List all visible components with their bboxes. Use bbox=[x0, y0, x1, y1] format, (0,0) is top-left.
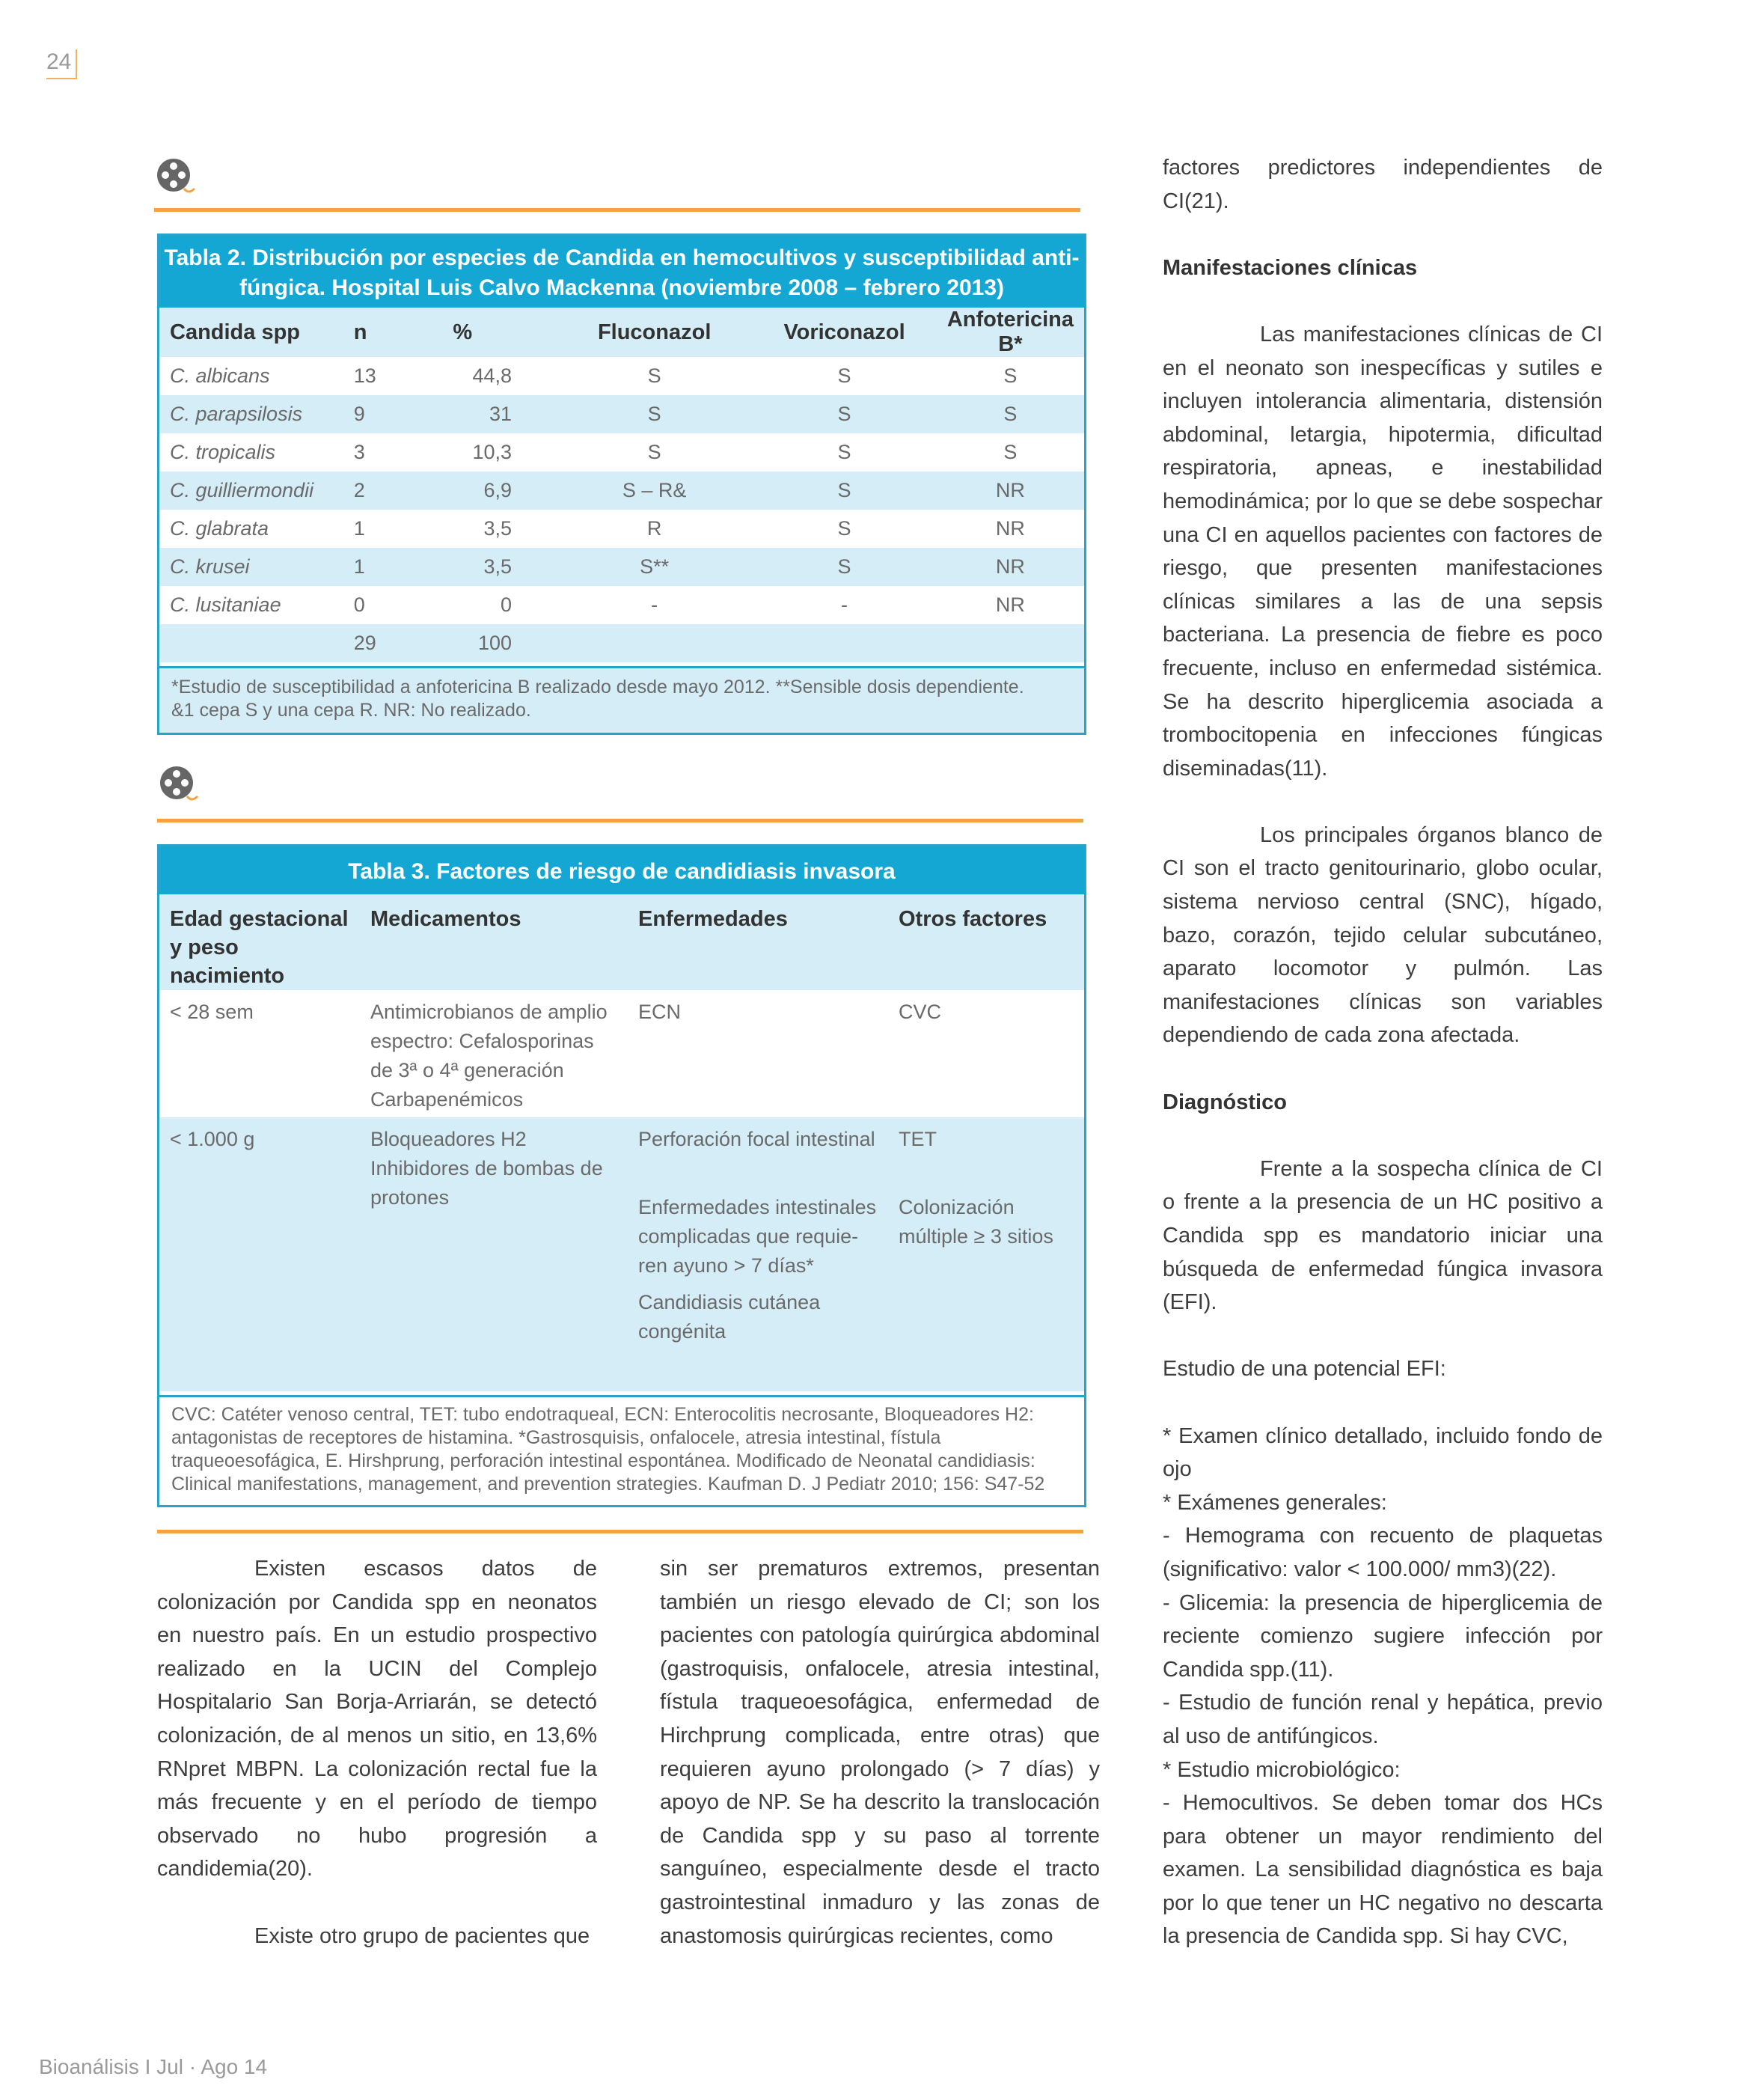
table-cell: 2 bbox=[353, 479, 365, 501]
section-rule bbox=[154, 208, 1080, 212]
page-number: 24 bbox=[46, 49, 77, 79]
table-cell: S bbox=[1003, 441, 1018, 463]
table-cell: NR bbox=[995, 593, 1025, 616]
table-cell: NR bbox=[995, 517, 1025, 540]
list-item: * Estudio microbiológico: bbox=[1163, 1757, 1401, 1782]
col-header: Anfotericina B* bbox=[946, 308, 1074, 356]
table-cell: 44,8 bbox=[472, 364, 513, 387]
list-item: - Glicemia: la presencia de hiperglicemia de reciente comienzo sugiere infección por Candida spp.(11). bbox=[1163, 1590, 1603, 1682]
list-item: - Hemograma con recuento de plaquetas (significativo: valor < 100.000/ mm3)(22). bbox=[1163, 1524, 1603, 1581]
section-heading: Diagnóstico bbox=[1163, 1090, 1287, 1114]
table-cell: ECN bbox=[638, 1001, 682, 1023]
col-header: Fluconazol bbox=[597, 320, 712, 344]
table-cell bbox=[752, 624, 937, 662]
table-cell: C. albicans bbox=[170, 364, 270, 387]
table-row bbox=[159, 548, 1084, 586]
table-cell: NR bbox=[995, 555, 1025, 578]
list-item: - Estudio de función renal y hepática, previo al uso de antifúngicos. bbox=[1163, 1691, 1603, 1748]
table-row bbox=[159, 990, 1084, 1117]
paragraph: Los principales órganos blanco de CI son el tracto genitourinario, globo ocular, sistema nervioso central (SNC), hígado, bazo, corazón, tejido celular subcutáneo, aparato locomotor y pulmón. Las manifestaciones clínicas son variables dependiendo de cada zona afectada. bbox=[1163, 822, 1603, 1048]
table-cell: C. lusitaniae bbox=[170, 593, 281, 616]
table-cell: 9 bbox=[353, 403, 365, 425]
table-cell: - bbox=[651, 593, 658, 616]
text-column-1 bbox=[157, 1552, 597, 1953]
col-header: % bbox=[453, 320, 473, 344]
table-cell: 1 bbox=[353, 555, 365, 578]
col-header: Candida spp bbox=[170, 320, 301, 344]
table-cell: 0 bbox=[501, 593, 513, 616]
table-cell: 6,9 bbox=[483, 479, 513, 501]
table-cell: S bbox=[837, 403, 851, 425]
table-row bbox=[159, 510, 1084, 548]
table-cell: C. glabrata bbox=[170, 517, 269, 540]
table-row bbox=[159, 586, 1084, 624]
table-cell: - bbox=[841, 593, 848, 616]
table-cell bbox=[159, 624, 343, 662]
text-column-3 bbox=[1163, 151, 1603, 1953]
film-reel-icon bbox=[154, 156, 196, 198]
table-2 bbox=[157, 233, 1086, 735]
table-2-grid bbox=[159, 308, 1084, 662]
table-row bbox=[159, 433, 1084, 471]
table-cell: C. guilliermondii bbox=[170, 479, 314, 501]
paragraph: Existen escasos datos de colonización por Candida spp en neonatos en nuestro país. En un estudio prospectivo realizado en la UCIN del Complejo Hospitalario San Borja-Arriarán, se detectó colonización, de al menos un sitio, en 13,6% RNpret MBPN. La colonización rectal fue la más frecuente y en el período de tiempo observado no hubo progresión a candidemia(20). bbox=[157, 1557, 597, 1881]
table-cell: C. parapsilosis bbox=[170, 403, 303, 425]
cell-text: Enfermedades intestinales complicadas que requie- ren ayuno > 7 días* bbox=[638, 1196, 877, 1277]
table-cell: 3 bbox=[353, 441, 365, 463]
paragraph: factores predictores independientes de CI(21). bbox=[1163, 156, 1603, 213]
cell-text: Candidiasis cutánea congénita bbox=[638, 1291, 821, 1343]
table-cell: 100 bbox=[477, 632, 513, 654]
table-cell: R bbox=[646, 517, 662, 540]
table-3 bbox=[157, 844, 1086, 1507]
list-item: - Hemocultivos. Se deben tomar dos HCs para obtener un mayor rendimiento del examen. La sensibilidad diagnóstica es baja por lo que tener un HC negativo no descarta la presencia de Candida spp. Si hay CVC, bbox=[1163, 1791, 1603, 1949]
table-cell: < 28 sem bbox=[170, 1001, 254, 1023]
col-header: n bbox=[353, 320, 367, 344]
section-rule bbox=[157, 1530, 1083, 1533]
table-cell: 10,3 bbox=[472, 441, 513, 463]
paragraph: sin ser prematuros extremos, presentan también un riesgo elevado de CI; son los pacientes con patología quirúrgica abdominal (gastroquisis, onfalocele, atresia intestinal, fístula traqueoesofágica, enfermedad de Hirchprung complicada, entre otras) que requieren ayuno prolongado (> 7 días) y apoyo de NP. Se ha descrito la translocación de Candida spp y su paso al torrente sanguíneo, especialmente desde el tracto gastrointestinal inmaduro y las zonas de anastomosis quirúrgicas recientes, como bbox=[660, 1557, 1100, 1948]
section-heading: Manifestaciones clínicas bbox=[1163, 255, 1418, 280]
table-cell: Antimicrobianos de amplio espectro: Cefalosporinas de 3ª o 4ª generación Carbapenémicos bbox=[370, 1001, 608, 1111]
table-cell: Bloqueadores H2 Inhibidores de bombas de protones bbox=[370, 1128, 603, 1209]
table-cell: S bbox=[1003, 403, 1018, 425]
table-cell bbox=[937, 624, 1084, 662]
col-header: Otros factores bbox=[899, 907, 1047, 931]
cell-text: Colonización múltiple ≥ 3 sitios bbox=[899, 1196, 1053, 1248]
table-header-row bbox=[159, 308, 1084, 357]
table-cell: S bbox=[837, 479, 851, 501]
table-cell: C. krusei bbox=[170, 555, 250, 578]
table-header-row bbox=[159, 894, 1084, 990]
table-row bbox=[159, 357, 1084, 395]
table-cell: S bbox=[647, 364, 661, 387]
page-footer: Bioanálisis I Jul · Ago 14 bbox=[39, 2055, 268, 2078]
table-row bbox=[159, 1117, 1084, 1391]
section-rule bbox=[157, 819, 1083, 822]
table-cell: S bbox=[837, 364, 851, 387]
table-cell: S bbox=[837, 441, 851, 463]
table-2-footnote: *Estudio de susceptibilidad a anfotericina B realizado desde mayo 2012. **Sensible dosis dependiente. &1 cepa S y una cepa R. NR: No realizado. bbox=[159, 666, 1084, 733]
col-header: Medicamentos bbox=[370, 907, 521, 931]
table-cell: S bbox=[647, 441, 661, 463]
table-cell: S – R& bbox=[622, 479, 687, 501]
table-cell: C. tropicalis bbox=[170, 441, 276, 463]
cell-text: TET bbox=[899, 1128, 937, 1150]
table-cell: S** bbox=[640, 555, 670, 578]
table-cell: 3,5 bbox=[483, 517, 513, 540]
paragraph: Las manifestaciones clínicas de CI en el neonato son inespecíficas y sutiles e incluyen intolerancia alimentaria, distensión abdominal, letargia, hipotermia, dificultad respiratoria, apneas, e inestabilidad hemodinámica; por lo que se debe sospechar una CI en aquellos pacientes con factores de riesgo, que presenten manifestaciones clínicas similares a las de una sepsis bacteriana. La presencia de fiebre es poco frecuente, incluso en enfermedad sistémica. Se ha descrito hiperglicemia asociada a trombocitopenia en infecciones fúngicas diseminadas(11). bbox=[1163, 322, 1603, 781]
table-cell bbox=[557, 624, 752, 662]
col-header: Edad gestacional y peso nacimiento bbox=[170, 907, 349, 988]
paragraph: Estudio de una potencial EFI: bbox=[1163, 1357, 1446, 1382]
table-cell: < 1.000 g bbox=[170, 1128, 255, 1150]
table-cell: S bbox=[1003, 364, 1018, 387]
col-header: Enfermedades bbox=[638, 907, 788, 931]
table-row bbox=[159, 471, 1084, 510]
table-cell bbox=[888, 1117, 1084, 1391]
table-3-caption: Tabla 3. Factores de riesgo de candidiasis invasora bbox=[159, 846, 1084, 894]
film-reel-icon bbox=[157, 763, 199, 805]
col-header: Voriconazol bbox=[783, 320, 905, 344]
table-cell: 1 bbox=[353, 517, 365, 540]
list-item: * Examen clínico detallado, incluido fondo de ojo bbox=[1163, 1423, 1603, 1482]
table-3-footnote: CVC: Catéter venoso central, TET: tubo endotraqueal, ECN: Enterocolitis necrosante, Bloqueadores H2: antagonistas de receptores de histamina. *Gastrosquisis, onfalocele, atresia intestinal, fístula traqueoesofágica, E. Hirshprung, perforación intestinal espontánea. Modificado de Neonatal candidiasis: Clinical manifestations, management, and prevention strategies. Kaufman D. J Pediatr 2010; 156: S47-52 bbox=[159, 1395, 1084, 1505]
table-cell: S bbox=[647, 403, 661, 425]
table-2-caption: Tabla 2. Distribución por especies de Candida en hemocultivos y susceptibilidad anti- fúngica. Hospital Luis Calvo Mackenna (noviembre 2008 – febrero 2013) bbox=[159, 236, 1084, 308]
table-cell: S bbox=[837, 517, 851, 540]
table-cell: CVC bbox=[899, 1001, 942, 1023]
table-row bbox=[159, 395, 1084, 433]
paragraph: Existe otro grupo de pacientes que bbox=[254, 1923, 590, 1948]
cell-text: Perforación focal intestinal bbox=[638, 1128, 875, 1150]
table-cell: 0 bbox=[353, 593, 365, 616]
table-cell: S bbox=[837, 555, 851, 578]
table-cell: 3,5 bbox=[483, 555, 513, 578]
table-cell: 31 bbox=[489, 403, 513, 425]
table-3-grid bbox=[159, 894, 1084, 1391]
text-column-2 bbox=[660, 1552, 1100, 1953]
list-item: * Exámenes generales: bbox=[1163, 1490, 1387, 1515]
table-cell: 13 bbox=[353, 364, 376, 387]
table-cell: NR bbox=[995, 479, 1025, 501]
table-cell: 29 bbox=[353, 632, 376, 654]
table-cell bbox=[628, 1117, 888, 1391]
paragraph: Frente a la sospecha clínica de CI o frente a la presencia de un HC positivo a Candida spp es mandatorio iniciar una búsqueda de enfermedad fúngica invasora (EFI). bbox=[1163, 1156, 1603, 1315]
table-row bbox=[159, 624, 1084, 662]
